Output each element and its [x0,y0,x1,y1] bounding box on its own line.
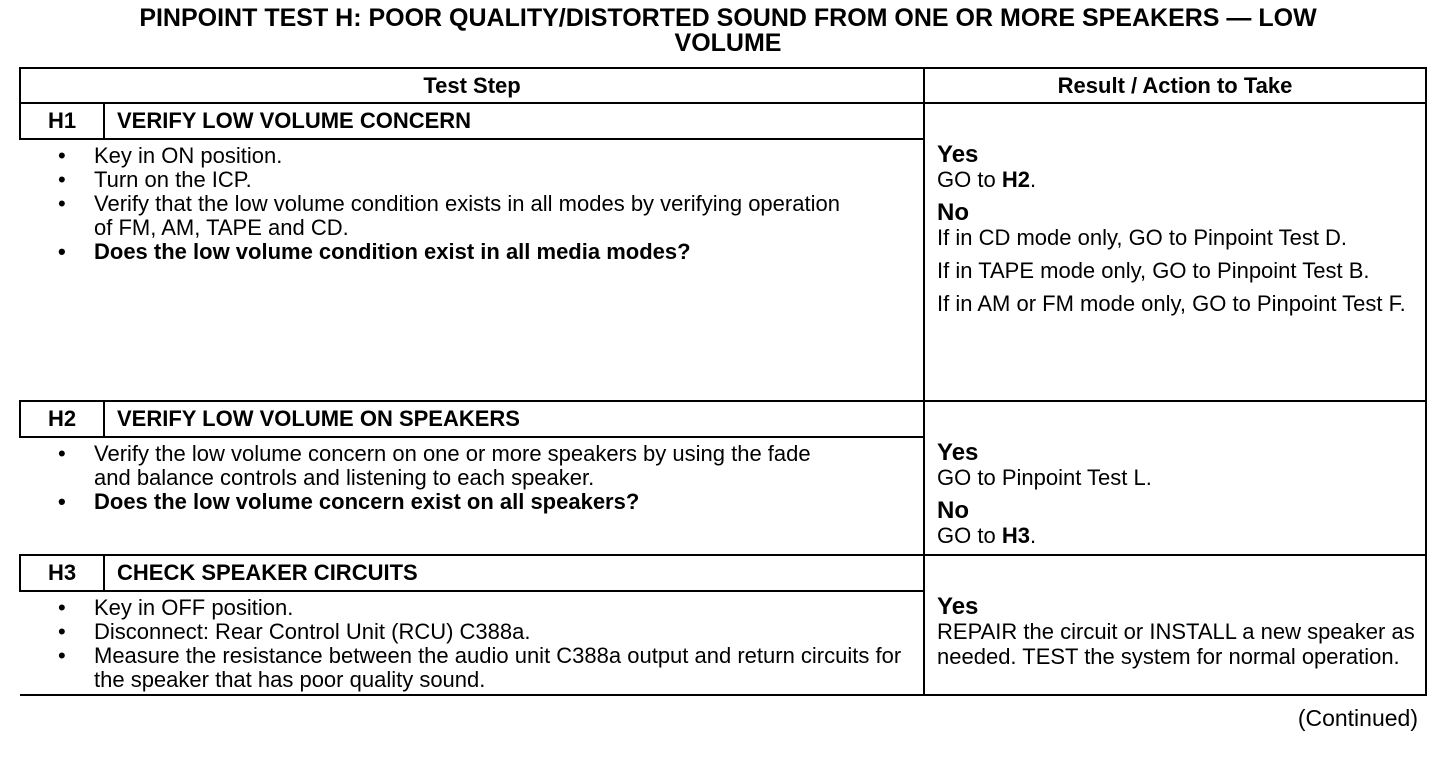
title-line-1: PINPOINT TEST H: POOR QUALITY/DISTORTED SOUND FROM ONE OR MORE SPEAKERS — LOW [139,4,1317,32]
step-question: • Does the low volume condition exist in all media modes? [58,240,911,264]
list-item: • Verify the low volume concern on one or more speakers by using the fade and balance controls and listening to each speaker. [58,442,911,490]
yes-action: GO to Pinpoint Test L. [937,465,1152,490]
step-h2-heading-row [20,401,1426,437]
yes-action: REPAIR the circuit or INSTALL a new speaker as needed. TEST the system for normal operation. [937,619,1415,669]
yes-label: Yes [937,593,979,620]
no-action-am-fm: If in AM or FM mode only, GO to Pinpoint Test F. [937,291,1406,316]
no-label: No [937,199,970,226]
col-header-test-step: Test Step [20,68,924,103]
step-heading: VERIFY LOW VOLUME ON SPEAKERS [104,401,924,437]
step-h2-result [924,401,1426,555]
list-item: • Disconnect: Rear Control Unit (RCU) C388a. [58,620,911,644]
list-item: • Key in OFF position. [58,596,911,620]
yes-action: GO to H2. [937,167,1037,192]
list-item: • Verify that the low volume condition exists in all modes by verifying operation of FM, AM, TAPE and CD. [58,192,911,240]
step-h2-instructions [20,437,924,555]
continued-note: (Continued) [1297,705,1418,731]
col-header-result: Result / Action to Take [924,68,1426,103]
title-line-2: VOLUME [674,29,782,57]
step-id: H2 [20,401,104,437]
step-h3-heading-row [20,555,1426,591]
table-header-row [20,68,1426,103]
step-h1-heading-row [20,103,1426,139]
pinpoint-test-table [19,67,1427,696]
step-question: • Does the low volume concern exist on all speakers? [58,490,911,514]
step-id: H3 [20,555,104,591]
no-action: GO to H3. [937,523,1037,548]
no-action-tape: If in TAPE mode only, GO to Pinpoint Test B. [937,258,1370,283]
yes-label: Yes [937,439,979,466]
yes-label: Yes [937,141,979,168]
list-item: • Measure the resistance between the audio unit C388a output and return circuits for the speaker that has poor quality sound. [58,644,911,692]
no-action-cd: If in CD mode only, GO to Pinpoint Test D. [937,225,1348,250]
no-label: No [937,497,970,524]
list-item: • Turn on the ICP. [58,168,911,192]
page-title [0,6,1456,56]
step-id: H1 [20,103,104,139]
step-h1-instructions [20,139,924,401]
step-h3-instructions [20,591,924,695]
step-heading: VERIFY LOW VOLUME CONCERN [104,103,924,139]
step-h3-result [924,555,1426,695]
step-h1-result [924,103,1426,401]
step-heading: CHECK SPEAKER CIRCUITS [104,555,924,591]
list-item: • Key in ON position. [58,144,911,168]
